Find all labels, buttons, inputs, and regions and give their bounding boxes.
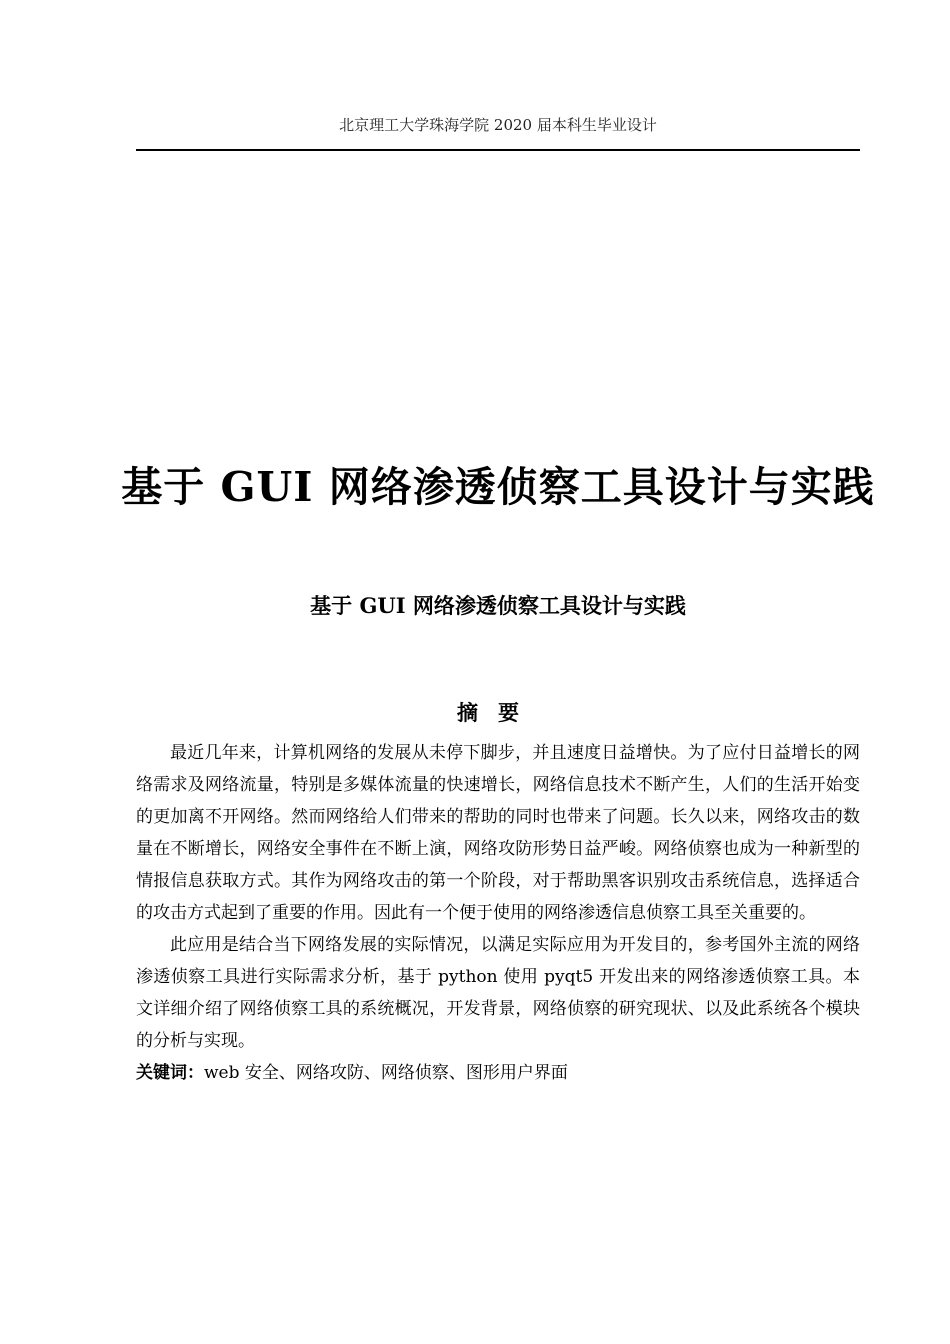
keywords-value: web 安全、网络攻防、网络侦察、图形用户界面 — [204, 1063, 568, 1083]
abstract-paragraph: 最近几年来，计算机网络的发展从未停下脚步，并且速度日益增快。为了应付日益增长的网络需求及网络流量，特别是多媒体流量的快速增长，网络信息技术不断产生，人们的生活开始变的更加离不开网络。然而网络给人们带来的帮助的同时也带来了问题。长久以来，网络攻击的数量在不断增长，网络安全事件在不断上演，网络攻防形势日益严峻。网络侦察也成为一种新型的情报信息获取方式。其作为网络攻击的第一个阶段，对于帮助黑客识别攻击系统信息，选择适合的攻击方式起到了重要的作用。因此有一个便于使用的网络渗透信息侦察工具至关重要的。 — [136, 743, 860, 923]
keywords-label: 关键词： — [136, 1063, 204, 1083]
header-divider — [136, 149, 860, 151]
running-header: 北京理工大学珠海学院 2020 届本科生毕业设计 — [339, 116, 657, 134]
abstract-body — [136, 737, 860, 1089]
thesis-title: 基于 GUI 网络渗透侦察工具设计与实践 — [121, 463, 875, 511]
abstract-heading: 摘要 — [457, 700, 539, 725]
abstract-paragraph: 此应用是结合当下网络发展的实际情况，以满足实际应用为开发目的，参考国外主流的网络渗透侦察工具进行实际需求分析，基于 python 使用 pyqt5 开发出来的网络渗透侦察工具。本文详细介绍了网络侦察工具的系统概况，开发背景，网络侦察的研究现状、以及此系统各个模块的分析与实现。 — [136, 935, 860, 1051]
keywords-line — [136, 1057, 860, 1089]
thesis-subtitle: 基于 GUI 网络渗透侦察工具设计与实践 — [310, 593, 686, 618]
